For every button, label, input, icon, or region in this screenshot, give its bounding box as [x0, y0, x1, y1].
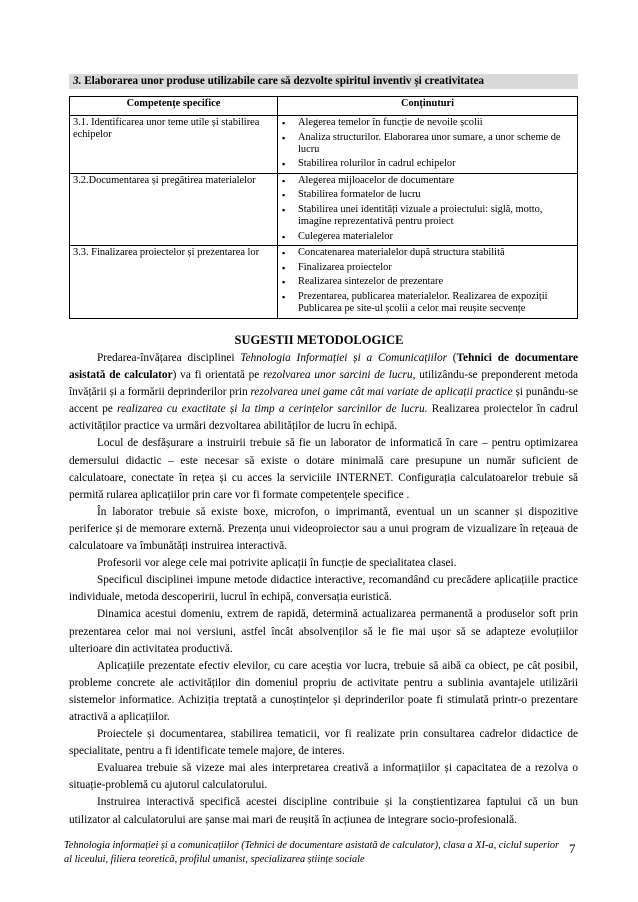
page-number: 7: [569, 841, 576, 856]
contents-list: [281, 175, 574, 243]
list-item: ▪ Analiza structurilor. Elaborarea unor sumare, a unor scheme de lucru: [281, 132, 574, 157]
text-run: și punându-se accent pe: [69, 386, 578, 416]
list-item: ▪ Alegerea mijloacelor de documentare: [281, 175, 574, 187]
paragraph: Instruirea interactivă specifică acestei discipline contribuie și la conștientizarea faptului că un bun utilizator al calculatorului are șanse mai mari de reușită în acțiunea de integrare socio-profesională.: [69, 796, 578, 826]
paragraph: Proiectele și documentarea, stabilirea tematicii, vor fi realizate prin consultarea cadrelor didactice de specialitate, pentru a fi identificate temele majore, de interes.: [69, 728, 578, 758]
section-number: 3.: [73, 75, 82, 87]
paragraph: În laborator trebuie să existe boxe, microfon, o imprimantă, eventual un un scanner și dispozitive periferice și de memorare externă. Prezența unui videoproiector sau a unui program de vizualizare în rețeaua de calculatoare va îmbunătăți instruirea interactivă.: [69, 505, 578, 553]
page-footer: Tehnologia informației și a comunicațiilor (Tehnici de documentare asistată de calculator), clasa a XI-a, ciclul superior al liceului, filiera teoretică, profilul umanist, specializarea științe sociale: [64, 840, 560, 865]
text-run-italic: realizarea cu exactitate și la timp a cerințelor sarcinilor de lucru.: [116, 403, 428, 416]
section-title-text: Elaborarea unor produse utilizabile care să dezvolte spiritul inventiv și creativitatea: [81, 75, 485, 87]
competences-table: [69, 96, 578, 319]
paragraph: Aplicațiile prezentate efectiv elevilor, cu care aceștia vor lucra, trebuie să aibă ca obiect, pe cât posibil, probleme concrete ale activităților din domeniul propriu de activitate pentru a sublinia avantajele utilizării sistemelor informatice. Achiziția treptată a cunoștințelor și deprinderilor poate fi stimulată printr-o prezentare atractivă a aplicațiilor.: [69, 659, 578, 723]
list-item: ▪ Alegerea temelor în funcție de nevoile școlii: [281, 117, 574, 129]
list-item: ▪ Stabilirea formatelor de lucru: [281, 189, 574, 201]
paragraph: Profesorii vor alege cele mai potrivite aplicații în funcție de specialitatea clasei.: [97, 557, 457, 570]
contents-cell: [278, 116, 578, 174]
list-item: ▪ Prezentarea, publicarea materialelor. Realizarea de expoziții Publicarea pe site-ul școlii a celor mai reușite secvențe: [281, 291, 574, 316]
contents-list: [281, 247, 574, 315]
contents-list: [281, 117, 574, 171]
text-run-bold: Tehnici de documentare asistată de calculator: [69, 352, 578, 382]
competence-cell: 3.1. Identificarea unor teme utile și stabilirea echipelor: [70, 116, 278, 174]
text-run: (: [447, 352, 457, 364]
paragraph: Dinamica acestui domeniu, extrem de rapidă, determină actualizarea permanentă a produselor soft prin prezentarea celor mai noi versiuni, astfel încât absolvenților să le fie mai ușor să se adapteze evoluțiilor ulterioare din activitatea productivă.: [69, 608, 578, 655]
list-item: ▪ Finalizarea proiectelor: [281, 262, 574, 274]
contents-cell: [278, 246, 578, 318]
table-row: [70, 246, 578, 318]
list-item: ▪ Stabilirea unei identități vizuale a proiectului: siglă, motto, imagine reprezentativă pentru proiect: [281, 204, 574, 229]
contents-cell: [278, 173, 578, 245]
table-row: [70, 173, 578, 245]
competence-cell: 3.2.Documentarea și pregătirea materialelor: [70, 173, 278, 245]
text-run: Predarea-învățarea disciplinei: [97, 352, 241, 364]
text-run: Realizarea proiectelor în cadrul activităților practice va urmări dezvoltarea abilităților de lucru în echipă.: [69, 403, 579, 433]
paragraph: Locul de desfășurare a instruirii trebuie să fie un laborator de informatică în care – pentru optimizarea demersului didactic – este necesar să existe o dotare minimală care presupune un număr suficient de calculatoare, conectate în rețea și cu acces la serviciile INTERNET. Configurația calculatoarelor trebuie să permită rularea aplicațiilor prin care vor fi formate competențele specifice .: [69, 437, 578, 501]
table-header-row: [70, 97, 578, 116]
paragraph: Specificul disciplinei impune metode didactice interactive, recomandând cu precădere aplicațiile practice individuale, metoda descoperirii, lucrul în echipă, conversația euristică.: [69, 574, 578, 604]
sugestii-heading: SUGESTII METODOLOGICE: [234, 333, 404, 347]
text-run-italic: rezolvarea unei game cât mai variate de aplicații practice: [250, 386, 513, 399]
paragraph: [69, 350, 578, 435]
text-run: ) va fi orientată pe: [172, 369, 264, 382]
methodology-text: [69, 350, 578, 829]
list-item: ▪ Culegerea materialelor: [281, 231, 574, 243]
section-heading: [69, 74, 578, 89]
table-row: [70, 116, 578, 174]
list-item: ▪ Concatenarea materialelor după structura stabilită: [281, 247, 574, 259]
paragraph: Evaluarea trebuie să vizeze mai ales interpretarea creativă a informațiilor și capacitatea de a rezolva o situație-problemă cu ajutorul calculatorului.: [69, 762, 578, 792]
header-contents: Conținuturi: [278, 97, 578, 116]
text-run: , utilizându-se preponderent metoda învățării și a formării deprinderilor prin: [69, 369, 579, 399]
text-run-italic: rezolvarea unor sarcini de lucru: [263, 369, 413, 382]
list-item: ▪ Realizarea sintezelor de prezentare: [281, 276, 574, 288]
list-item: ▪ Stabilirea rolurilor în cadrul echipelor: [281, 158, 574, 170]
text-run-italic: Tehnologia Informației și a Comunicațiilor: [240, 352, 447, 364]
header-competences: Competențe specifice: [70, 97, 278, 116]
competence-cell: 3.3. Finalizarea proiectelor și prezentarea lor: [70, 246, 278, 318]
